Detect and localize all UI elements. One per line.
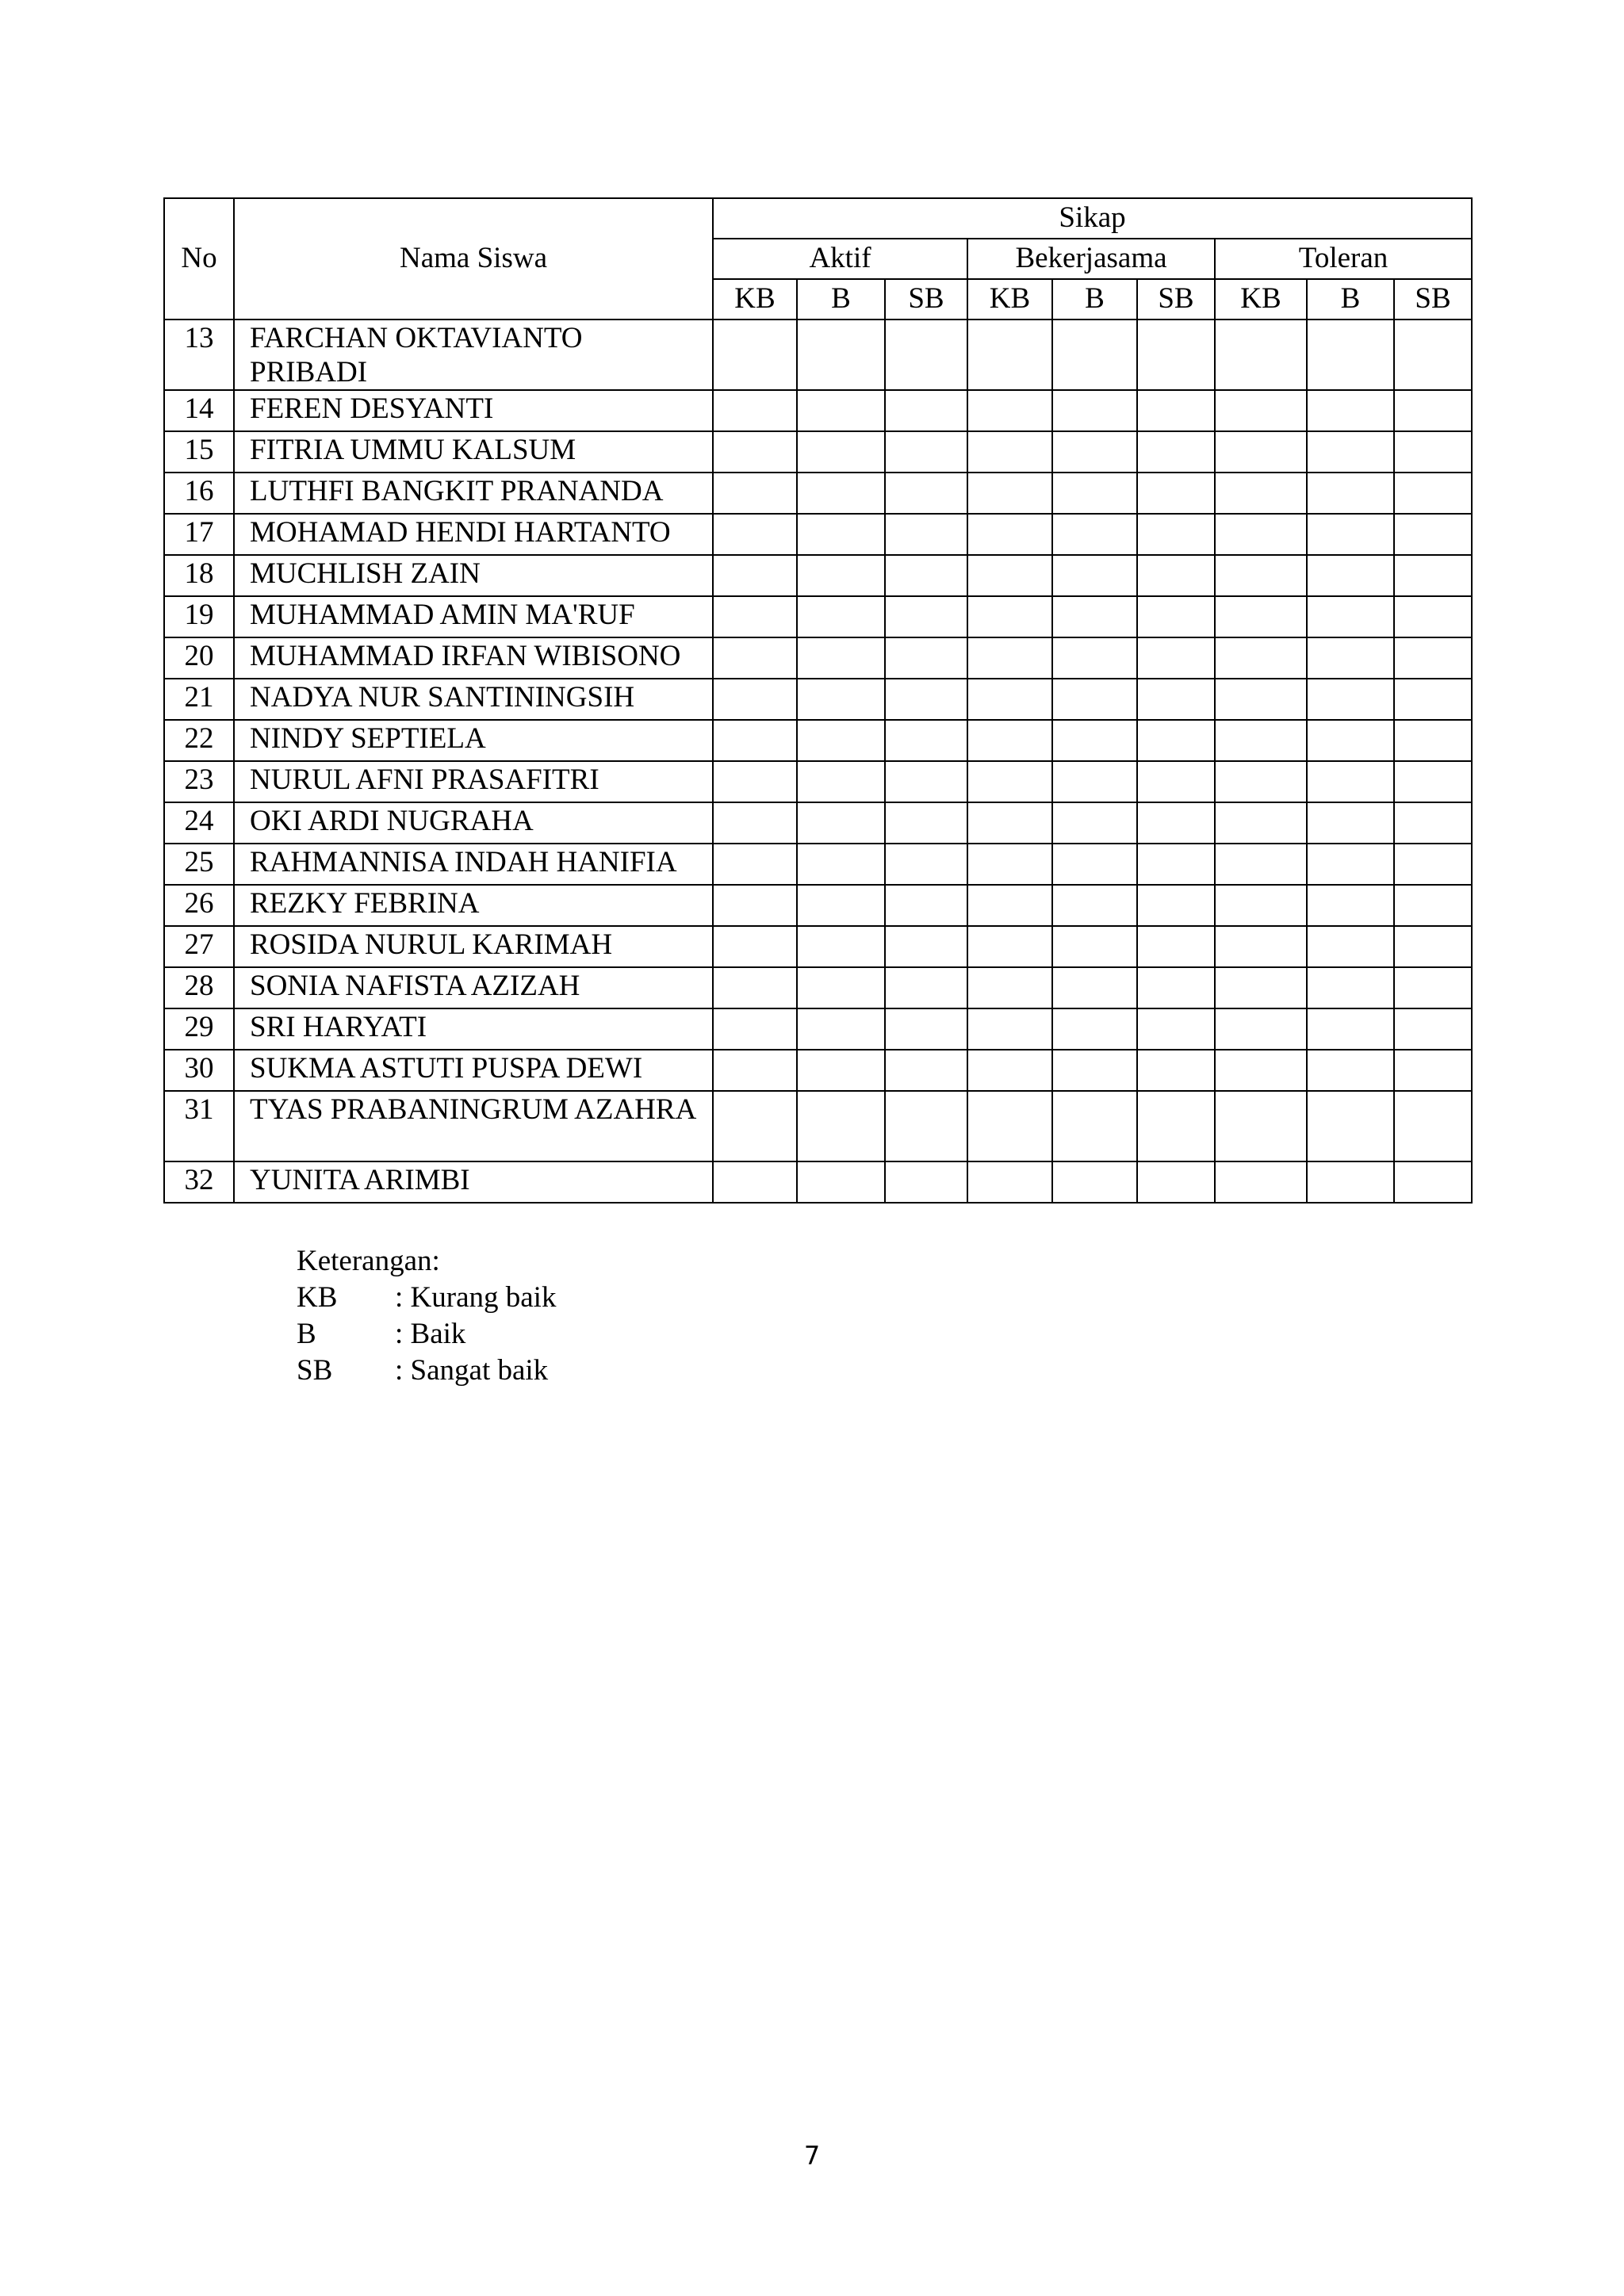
score-cell (797, 637, 885, 679)
score-cell (1052, 596, 1137, 637)
score-cell (797, 320, 885, 390)
student-name: NADYA NUR SANTININGSIH (234, 679, 713, 720)
row-number: 15 (164, 431, 234, 473)
score-cell (713, 679, 797, 720)
score-cell (1394, 320, 1472, 390)
score-cell (1394, 885, 1472, 926)
row-number: 31 (164, 1091, 234, 1161)
score-cell (713, 844, 797, 885)
score-cell (1052, 844, 1137, 885)
score-cell (1052, 1091, 1137, 1161)
score-cell (885, 967, 967, 1008)
score-cell (1052, 1050, 1137, 1091)
row-number: 27 (164, 926, 234, 967)
score-cell (1137, 1008, 1215, 1050)
score-cell (1307, 967, 1394, 1008)
table-row (164, 1050, 1472, 1091)
score-cell (1137, 802, 1215, 844)
table-body (164, 320, 1472, 1203)
score-cell (967, 473, 1052, 514)
score-cell (885, 679, 967, 720)
student-name: SUKMA ASTUTI PUSPA DEWI (234, 1050, 713, 1091)
score-cell (885, 1161, 967, 1203)
score-cell (1215, 1050, 1307, 1091)
score-cell (1052, 555, 1137, 596)
header-scale: SB (1137, 279, 1215, 320)
row-number: 20 (164, 637, 234, 679)
row-number: 14 (164, 390, 234, 431)
score-cell (713, 761, 797, 802)
score-cell (885, 885, 967, 926)
score-cell (1215, 679, 1307, 720)
table-row (164, 802, 1472, 844)
student-name: LUTHFI BANGKIT PRANANDA (234, 473, 713, 514)
score-cell (1215, 802, 1307, 844)
score-cell (967, 390, 1052, 431)
score-cell (1052, 1008, 1137, 1050)
score-cell (797, 390, 885, 431)
legend-item (297, 1353, 556, 1389)
score-cell (1137, 1161, 1215, 1203)
score-cell (1307, 555, 1394, 596)
table-row (164, 926, 1472, 967)
score-cell (1307, 637, 1394, 679)
table-row (164, 596, 1472, 637)
score-cell (967, 1091, 1052, 1161)
row-number: 32 (164, 1161, 234, 1203)
table-row (164, 679, 1472, 720)
score-cell (1052, 320, 1137, 390)
score-cell (967, 555, 1052, 596)
score-cell (885, 320, 967, 390)
header-scale: B (797, 279, 885, 320)
header-scale: SB (1394, 279, 1472, 320)
score-cell (1052, 637, 1137, 679)
score-cell (1307, 1161, 1394, 1203)
table-header (164, 198, 1472, 320)
legend-abbr: B (297, 1318, 316, 1350)
table-row (164, 514, 1472, 555)
row-number: 28 (164, 967, 234, 1008)
row-number: 23 (164, 761, 234, 802)
score-cell (1137, 926, 1215, 967)
score-cell (713, 720, 797, 761)
score-cell (967, 637, 1052, 679)
score-cell (1052, 679, 1137, 720)
legend-desc: : Sangat baik (395, 1354, 549, 1387)
table-row (164, 761, 1472, 802)
header-scale: SB (885, 279, 967, 320)
legend-item (297, 1280, 556, 1316)
score-cell (1137, 596, 1215, 637)
score-cell (1307, 885, 1394, 926)
score-cell (797, 1091, 885, 1161)
score-cell (1052, 390, 1137, 431)
score-cell (967, 1161, 1052, 1203)
score-cell (1052, 926, 1137, 967)
score-cell (713, 431, 797, 473)
score-cell (885, 720, 967, 761)
student-name: SONIA NAFISTA AZIZAH (234, 967, 713, 1008)
score-cell (1137, 320, 1215, 390)
score-cell (1394, 637, 1472, 679)
table-row (164, 473, 1472, 514)
score-cell (1052, 1161, 1137, 1203)
score-cell (885, 514, 967, 555)
student-name: NINDY SEPTIELA (234, 720, 713, 761)
page-number: 7 (803, 2141, 821, 2171)
score-cell (1307, 390, 1394, 431)
score-cell (1307, 679, 1394, 720)
score-cell (1307, 431, 1394, 473)
score-cell (1137, 390, 1215, 431)
header-name: Nama Siswa (234, 198, 713, 320)
row-number: 13 (164, 320, 234, 390)
row-number: 22 (164, 720, 234, 761)
score-cell (967, 885, 1052, 926)
score-cell (1215, 637, 1307, 679)
score-cell (1307, 473, 1394, 514)
score-cell (1215, 967, 1307, 1008)
score-cell (1052, 885, 1137, 926)
score-cell (1137, 1091, 1215, 1161)
score-cell (1394, 555, 1472, 596)
score-cell (1394, 514, 1472, 555)
score-cell (713, 596, 797, 637)
legend-item (297, 1316, 556, 1353)
score-cell (967, 514, 1052, 555)
score-cell (885, 596, 967, 637)
score-cell (1137, 514, 1215, 555)
score-cell (967, 320, 1052, 390)
score-cell (1394, 596, 1472, 637)
score-cell (797, 1161, 885, 1203)
row-number: 24 (164, 802, 234, 844)
student-name: MOHAMAD HENDI HARTANTO (234, 514, 713, 555)
score-cell (713, 926, 797, 967)
row-number: 19 (164, 596, 234, 637)
score-cell (1137, 885, 1215, 926)
table-row (164, 555, 1472, 596)
score-cell (1215, 473, 1307, 514)
row-number: 30 (164, 1050, 234, 1091)
header-no: No (164, 198, 234, 320)
score-cell (967, 431, 1052, 473)
score-cell (1215, 1091, 1307, 1161)
student-name: MUHAMMAD AMIN MA'RUF (234, 596, 713, 637)
score-cell (1137, 967, 1215, 1008)
score-cell (1394, 1091, 1472, 1161)
score-cell (797, 555, 885, 596)
student-name: MUCHLISH ZAIN (234, 555, 713, 596)
score-cell (1137, 844, 1215, 885)
score-cell (713, 1050, 797, 1091)
score-cell (885, 761, 967, 802)
score-cell (1394, 473, 1472, 514)
score-cell (885, 1008, 967, 1050)
row-number: 16 (164, 473, 234, 514)
legend-abbr: KB (297, 1281, 338, 1314)
score-cell (1394, 1161, 1472, 1203)
score-cell (1137, 761, 1215, 802)
score-cell (1137, 637, 1215, 679)
score-cell (713, 1008, 797, 1050)
score-cell (1215, 926, 1307, 967)
score-cell (967, 1050, 1052, 1091)
table-row (164, 1161, 1472, 1203)
score-cell (1215, 320, 1307, 390)
row-number: 25 (164, 844, 234, 885)
score-cell (713, 390, 797, 431)
score-cell (1052, 473, 1137, 514)
score-cell (885, 637, 967, 679)
score-cell (797, 802, 885, 844)
legend-abbr: SB (297, 1354, 333, 1387)
score-cell (1215, 390, 1307, 431)
legend (297, 1243, 556, 1389)
score-cell (1137, 555, 1215, 596)
score-cell (1394, 844, 1472, 885)
row-number: 18 (164, 555, 234, 596)
score-cell (885, 555, 967, 596)
table-row (164, 967, 1472, 1008)
header-scale: KB (713, 279, 797, 320)
score-cell (1307, 761, 1394, 802)
score-cell (967, 1008, 1052, 1050)
score-cell (1307, 926, 1394, 967)
score-cell (797, 473, 885, 514)
table-row (164, 431, 1472, 473)
header-category: Aktif (713, 239, 967, 279)
score-cell (1215, 761, 1307, 802)
score-cell (967, 926, 1052, 967)
score-cell (1137, 1050, 1215, 1091)
score-cell (713, 1161, 797, 1203)
score-cell (797, 679, 885, 720)
score-cell (1215, 514, 1307, 555)
score-cell (1394, 1050, 1472, 1091)
score-cell (967, 967, 1052, 1008)
score-cell (1215, 1161, 1307, 1203)
score-cell (1052, 967, 1137, 1008)
table-row (164, 637, 1472, 679)
row-number: 29 (164, 1008, 234, 1050)
score-cell (797, 596, 885, 637)
student-name: MUHAMMAD IRFAN WIBISONO (234, 637, 713, 679)
score-cell (1052, 431, 1137, 473)
score-cell (797, 761, 885, 802)
score-cell (713, 802, 797, 844)
score-cell (797, 926, 885, 967)
score-cell (1394, 431, 1472, 473)
legend-desc: : Baik (395, 1318, 466, 1350)
score-cell (967, 720, 1052, 761)
student-name: YUNITA ARIMBI (234, 1161, 713, 1203)
score-cell (885, 802, 967, 844)
student-name: ROSIDA NURUL KARIMAH (234, 926, 713, 967)
table-row (164, 885, 1472, 926)
row-number: 26 (164, 885, 234, 926)
score-cell (967, 761, 1052, 802)
score-cell (1394, 720, 1472, 761)
row-number: 17 (164, 514, 234, 555)
score-cell (713, 320, 797, 390)
score-cell (1394, 967, 1472, 1008)
assessment-table (163, 197, 1473, 1203)
score-cell (967, 802, 1052, 844)
score-cell (1307, 1091, 1394, 1161)
score-cell (1307, 596, 1394, 637)
score-cell (885, 1091, 967, 1161)
score-cell (1307, 1050, 1394, 1091)
score-cell (1137, 473, 1215, 514)
score-cell (713, 555, 797, 596)
score-cell (1215, 885, 1307, 926)
score-cell (885, 1050, 967, 1091)
score-cell (797, 885, 885, 926)
score-cell (885, 926, 967, 967)
header-scale: KB (967, 279, 1052, 320)
score-cell (1394, 802, 1472, 844)
table-row (164, 1091, 1472, 1161)
student-name: TYAS PRABANINGRUM AZAHRA (234, 1091, 713, 1161)
score-cell (1394, 1008, 1472, 1050)
score-cell (1052, 720, 1137, 761)
score-cell (1137, 431, 1215, 473)
student-name: FEREN DESYANTI (234, 390, 713, 431)
score-cell (797, 1050, 885, 1091)
score-cell (713, 473, 797, 514)
score-cell (1052, 761, 1137, 802)
header-scale: KB (1215, 279, 1307, 320)
score-cell (1307, 720, 1394, 761)
score-cell (797, 514, 885, 555)
score-cell (797, 844, 885, 885)
score-cell (1215, 720, 1307, 761)
score-cell (885, 390, 967, 431)
table-row (164, 320, 1472, 390)
student-name: SRI HARYATI (234, 1008, 713, 1050)
student-name: OKI ARDI NUGRAHA (234, 802, 713, 844)
table-row (164, 844, 1472, 885)
score-cell (1394, 926, 1472, 967)
score-cell (1307, 514, 1394, 555)
header-category: Toleran (1215, 239, 1472, 279)
score-cell (713, 885, 797, 926)
score-cell (713, 514, 797, 555)
header-scale: B (1052, 279, 1137, 320)
header-scale: B (1307, 279, 1394, 320)
score-cell (1052, 514, 1137, 555)
score-cell (1137, 720, 1215, 761)
student-name: FARCHAN OKTAVIANTO PRIBADI (234, 320, 713, 390)
score-cell (1052, 802, 1137, 844)
score-cell (1307, 320, 1394, 390)
score-cell (1215, 1008, 1307, 1050)
score-cell (1394, 679, 1472, 720)
header-group: Sikap (713, 198, 1472, 239)
score-cell (1307, 844, 1394, 885)
score-cell (967, 844, 1052, 885)
table-row (164, 390, 1472, 431)
score-cell (967, 679, 1052, 720)
header-category: Bekerjasama (967, 239, 1215, 279)
legend-title: Keterangan: (297, 1245, 440, 1277)
score-cell (797, 431, 885, 473)
score-cell (1394, 390, 1472, 431)
score-cell (713, 967, 797, 1008)
score-cell (713, 637, 797, 679)
score-cell (797, 967, 885, 1008)
score-cell (885, 431, 967, 473)
score-cell (1307, 802, 1394, 844)
student-name: FITRIA UMMU KALSUM (234, 431, 713, 473)
score-cell (967, 596, 1052, 637)
score-cell (1215, 596, 1307, 637)
score-cell (1137, 679, 1215, 720)
student-name: RAHMANNISA INDAH HANIFIA (234, 844, 713, 885)
score-cell (1215, 555, 1307, 596)
score-cell (1215, 844, 1307, 885)
table-row (164, 720, 1472, 761)
score-cell (1307, 1008, 1394, 1050)
score-cell (797, 720, 885, 761)
table-row (164, 1008, 1472, 1050)
student-name: NURUL AFNI PRASAFITRI (234, 761, 713, 802)
score-cell (1394, 761, 1472, 802)
score-cell (713, 1091, 797, 1161)
student-name: REZKY FEBRINA (234, 885, 713, 926)
score-cell (1215, 431, 1307, 473)
score-cell (885, 473, 967, 514)
score-cell (797, 1008, 885, 1050)
legend-desc: : Kurang baik (395, 1281, 557, 1314)
score-cell (885, 844, 967, 885)
row-number: 21 (164, 679, 234, 720)
